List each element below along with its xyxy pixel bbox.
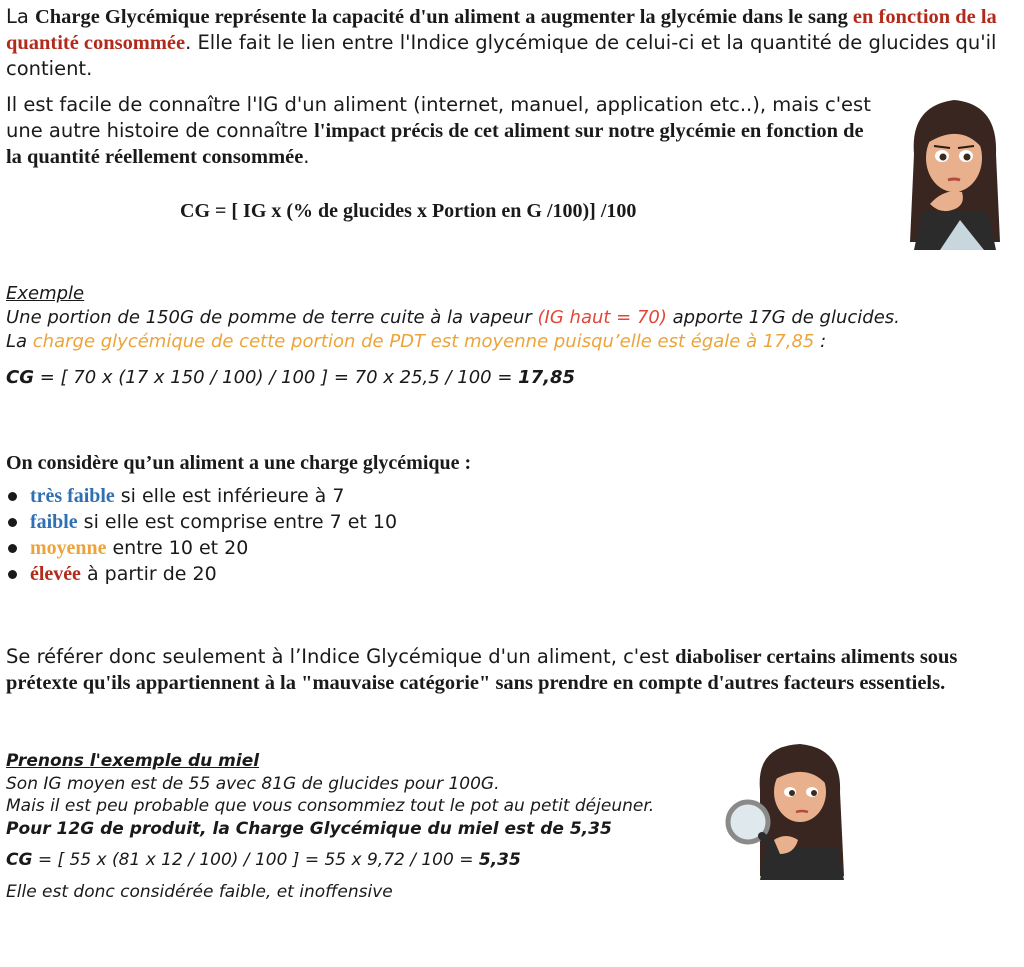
list-item: [6, 535, 1016, 561]
level-desc: si elle est inférieure à 7: [114, 485, 345, 507]
levels-list: [6, 483, 1016, 587]
example-cg-note: charge glycémique de cette portion de PDT est moyenne puisqu’elle est égale à 17,85: [32, 331, 815, 352]
honey-section: [6, 750, 726, 903]
honey-line-2: Mais il est peu probable que vous consommiez tout le pot au petit déjeuner.: [6, 796, 655, 816]
ig-text: Il est facile de connaître l'IG d'un aliment (internet, manuel, application etc..), mais c'est une autre histoire de connaître: [6, 93, 871, 142]
list-item: [6, 483, 1016, 509]
example-line-1: [6, 306, 1016, 330]
example-calculation: [6, 366, 1016, 390]
ig-emphasis: l'impact précis de cet aliment sur notre glycémie en fonction de la quantité réellement consommée: [6, 120, 864, 168]
conclusion-emphasis: diaboliser certains aliments sous prétexte qu'ils appartiennent à la "mauvaise catégorie" sans prendre en compte d'autres facteurs essentiels: [6, 646, 958, 694]
honey-heading: Prenons l'exemple du miel: [6, 751, 260, 771]
honey-calculation: [6, 849, 726, 872]
honey-conclusion: Elle est donc considérée faible, et inoffensive: [6, 881, 393, 902]
list-item: [6, 509, 1016, 535]
example-section: [6, 282, 1016, 390]
example-line-2: [6, 330, 1016, 354]
intro-text: La: [6, 5, 36, 28]
intro-text-end: . Elle fait le lien entre l'Indice glycémique de celui-ci et la quantité de glucides qu'il contient.: [6, 31, 997, 80]
intro-highlight: en fonction de la quantité consommée: [6, 6, 997, 54]
intro-paragraph: [6, 4, 1016, 82]
thinking-avatar-icon: [900, 92, 1010, 250]
example-ig-note: (IG haut = 70): [537, 307, 667, 328]
calc-expression: = [ 70 x (17 x 150 / 100) / 100 ] = 70 x 25,5 / 100 =: [33, 367, 519, 388]
conclusion-period: .: [940, 672, 946, 694]
level-desc: si elle est comprise entre 7 et 10: [77, 511, 398, 533]
levels-heading: On considère qu’un aliment a une charge glycémique :: [6, 452, 472, 474]
level-keyword: élevée: [30, 563, 81, 585]
example-text-end: apporte 17G de glucides.: [666, 307, 900, 328]
intro-definition: Charge Glycémique représente la capacité d'un aliment a augmenter la glycémie dans le sang: [35, 6, 853, 28]
example-colon: :: [814, 331, 827, 352]
calc-result: 5,35: [478, 850, 521, 870]
level-keyword: moyenne: [30, 537, 107, 559]
level-keyword: très faible: [30, 485, 115, 507]
example-text: La: [6, 331, 33, 352]
conclusion-paragraph: [6, 644, 1016, 696]
level-desc: à partir de 20: [80, 563, 217, 585]
list-item: [6, 561, 1016, 587]
conclusion-text: Se référer donc seulement à l’Indice Glycémique d'un aliment, c'est: [6, 645, 676, 668]
magnifier-avatar-icon: [720, 740, 860, 880]
example-text: Une portion de 150G de pomme de terre cuite à la vapeur: [6, 307, 538, 328]
level-keyword: faible: [30, 511, 78, 533]
calc-label: CG: [6, 367, 34, 388]
honey-line-3: Pour 12G de produit, la Charge Glycémique du miel est de 5,35: [6, 818, 612, 839]
calc-label: CG: [6, 850, 33, 870]
example-heading: Exemple: [6, 283, 85, 304]
honey-line-1: Son IG moyen est de 55 avec 81G de glucides pour 100G.: [6, 773, 500, 794]
calc-expression: = [ 55 x (81 x 12 / 100) / 100 ] = 55 x 9,72 / 100 =: [32, 850, 479, 870]
levels-section: [6, 450, 1016, 587]
ig-paragraph: [6, 92, 876, 170]
level-desc: entre 10 et 20: [106, 537, 249, 559]
formula: CG = [ IG x (% de glucides x Portion en G /100)] /100: [180, 200, 637, 222]
ig-period: .: [303, 145, 310, 168]
calc-result: 17,85: [518, 367, 576, 388]
